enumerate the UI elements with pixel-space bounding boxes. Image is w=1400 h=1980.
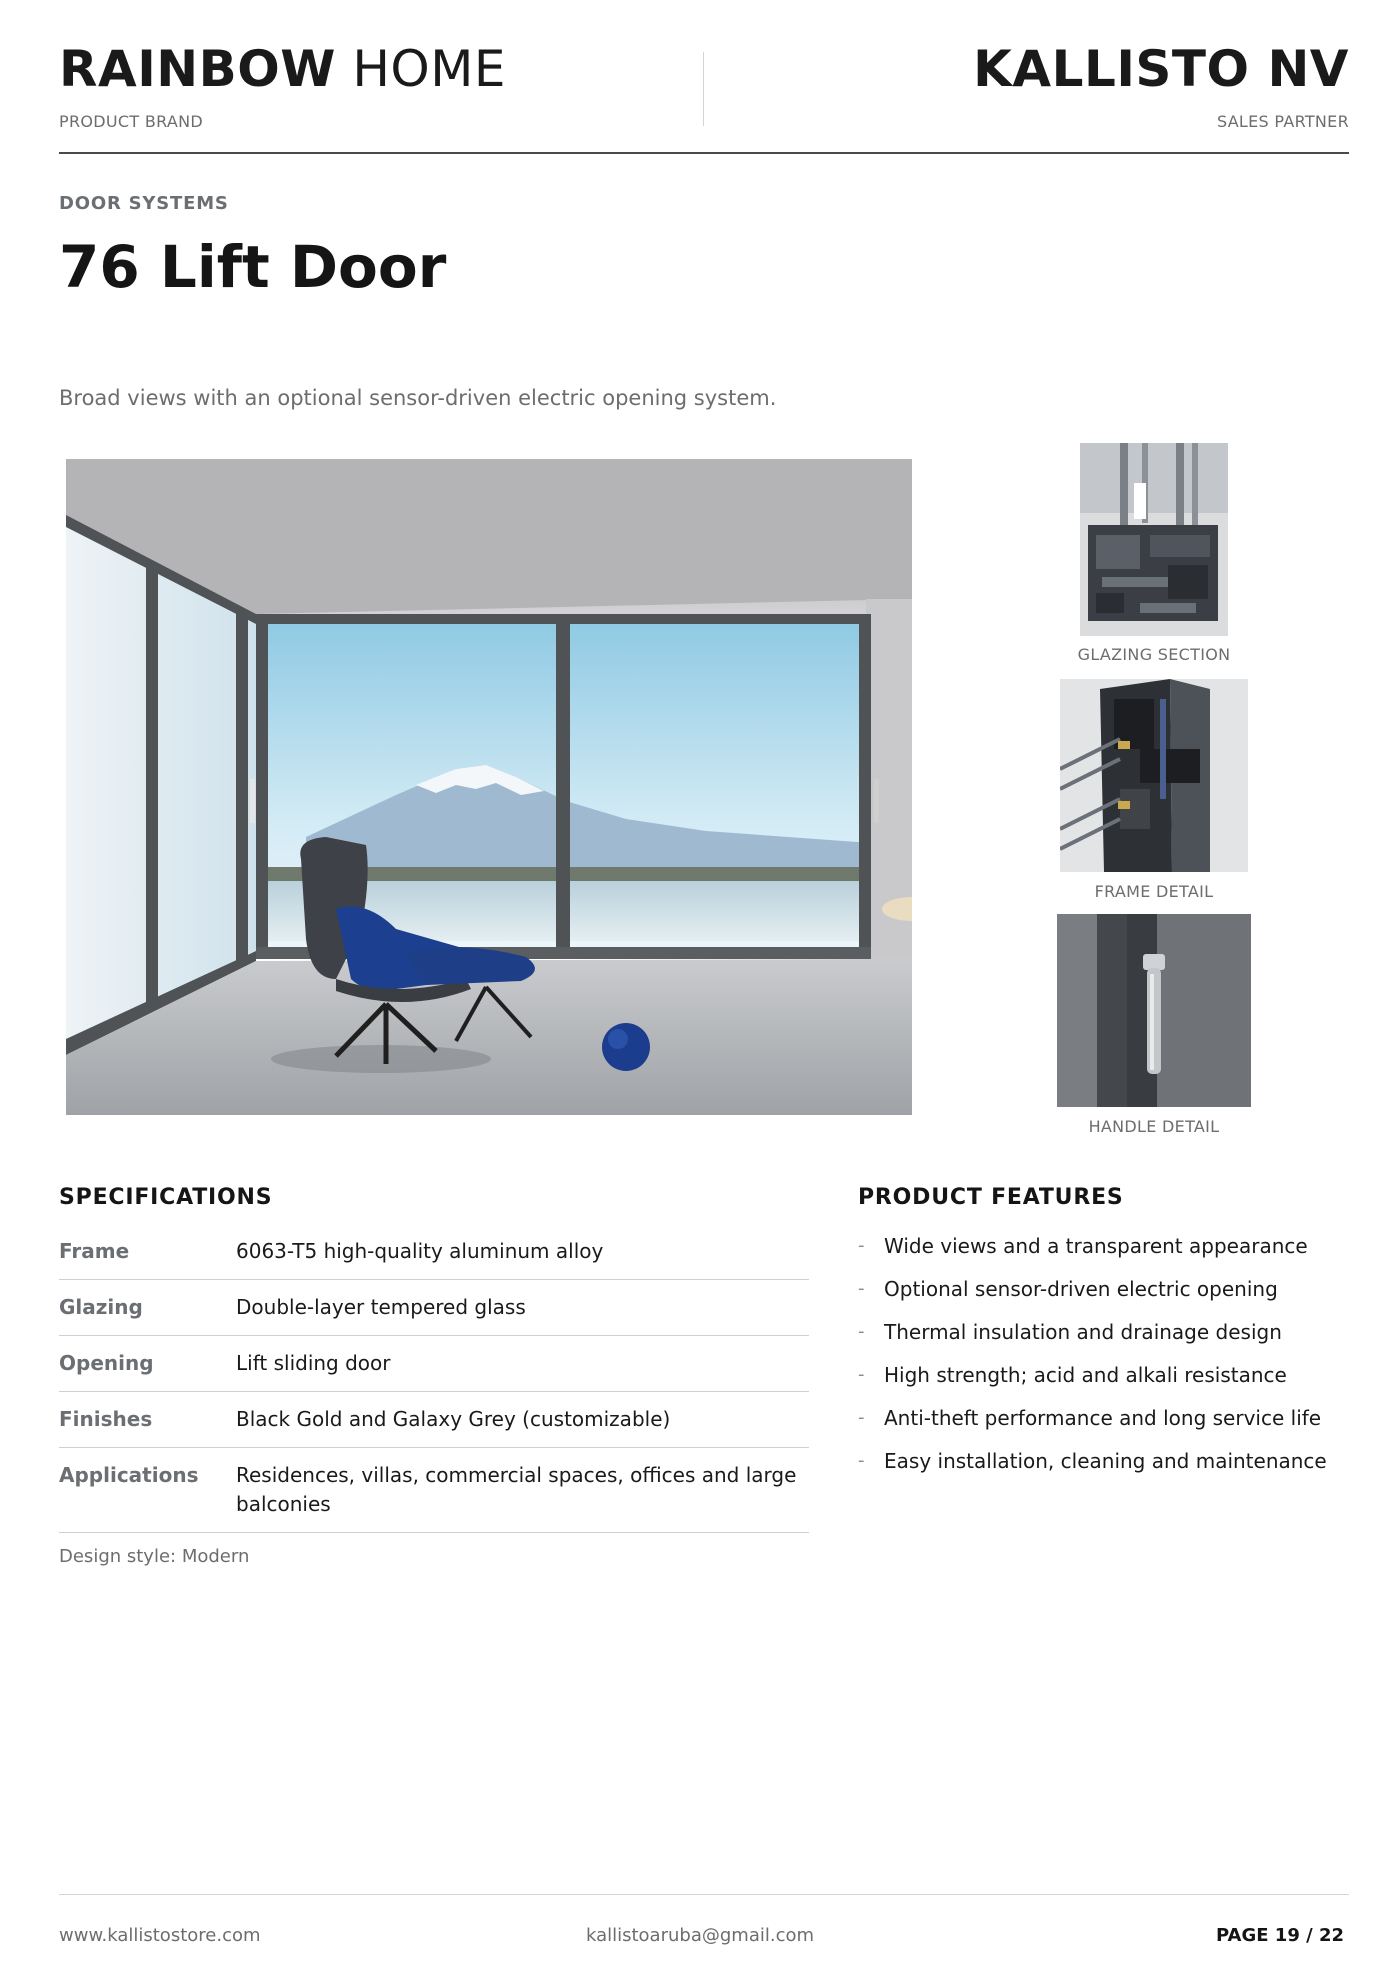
- feature-text: Easy installation, cleaning and maintenance: [884, 1449, 1327, 1473]
- glazing-section-image: [1080, 443, 1228, 636]
- hero-image: [66, 459, 912, 1115]
- dash-bullet-icon: -: [858, 1450, 865, 1471]
- partner-caption: SALES PARTNER: [1216, 112, 1349, 131]
- features-heading: PRODUCT FEATURES: [858, 1185, 1124, 1210]
- feature-item: [858, 1275, 1358, 1318]
- website-link[interactable]: www.kallistostore.com: [59, 1925, 261, 1946]
- frame-detail-image: [1060, 679, 1248, 872]
- frame-detail-illustration: [1060, 679, 1248, 872]
- glazing-section-illustration: [1080, 443, 1228, 636]
- hero-room-illustration: [66, 459, 912, 1115]
- thumbnail-caption: FRAME DETAIL: [1094, 882, 1214, 901]
- feature-item: [858, 1232, 1358, 1275]
- feature-item: [858, 1447, 1358, 1490]
- brand-name-light: HOME: [352, 40, 507, 98]
- specifications-table: [59, 1227, 809, 1533]
- feature-item: [858, 1318, 1358, 1361]
- thumbnail-caption: HANDLE DETAIL: [1088, 1117, 1220, 1136]
- document-header: [59, 38, 1349, 154]
- spec-value: Black Gold and Galaxy Grey (customizable): [236, 1407, 671, 1431]
- partner-name: KALLISTO NV: [973, 40, 1349, 98]
- feature-text: High strength; acid and alkali resistance: [884, 1363, 1287, 1387]
- dash-bullet-icon: -: [858, 1321, 865, 1342]
- feature-item: [858, 1361, 1358, 1404]
- spec-label: Glazing: [59, 1295, 143, 1319]
- spec-row: [59, 1336, 809, 1392]
- spec-row: [59, 1392, 809, 1448]
- spec-value: Double-layer tempered glass: [236, 1295, 526, 1319]
- spec-row: [59, 1280, 809, 1336]
- feature-text: Thermal insulation and drainage design: [884, 1320, 1282, 1344]
- spec-label: Finishes: [59, 1407, 153, 1431]
- header-divider: [703, 52, 704, 126]
- handle-detail-image: [1057, 914, 1251, 1107]
- brand-name-bold: RAINBOW: [59, 40, 336, 98]
- dash-bullet-icon: -: [858, 1235, 865, 1256]
- spec-row: [59, 1448, 809, 1533]
- feature-text: Optional sensor-driven electric opening: [884, 1277, 1278, 1301]
- spec-value: Residences, villas, commercial spaces, offices and large balconies: [236, 1463, 797, 1516]
- product-subtitle: Broad views with an optional sensor-driven electric opening system.: [59, 386, 777, 410]
- product-category: DOOR SYSTEMS: [59, 193, 229, 214]
- feature-text: Wide views and a transparent appearance: [884, 1234, 1308, 1258]
- handle-detail-illustration: [1057, 914, 1251, 1107]
- product-brand: [59, 38, 507, 131]
- email-link[interactable]: kallistoaruba@gmail.com: [585, 1925, 815, 1946]
- product-title: 76 Lift Door: [59, 233, 447, 301]
- brand-caption: PRODUCT BRAND: [59, 112, 204, 131]
- thumbnail-caption: GLAZING SECTION: [1077, 645, 1231, 664]
- spec-label: Applications: [59, 1463, 199, 1487]
- dash-bullet-icon: -: [858, 1278, 865, 1299]
- dash-bullet-icon: -: [858, 1407, 865, 1428]
- spec-label: Opening: [59, 1351, 154, 1375]
- features-list: [858, 1232, 1358, 1490]
- spec-row: [59, 1227, 809, 1280]
- design-style-note: Design style: Modern: [59, 1546, 250, 1567]
- feature-item: [858, 1404, 1358, 1447]
- specifications-heading: SPECIFICATIONS: [59, 1185, 273, 1210]
- spec-label: Frame: [59, 1239, 130, 1263]
- sales-partner: [973, 38, 1349, 131]
- page-number: PAGE 19 / 22: [1215, 1925, 1344, 1946]
- dash-bullet-icon: -: [858, 1364, 865, 1385]
- brand-name: [59, 38, 506, 100]
- footer-divider: [59, 1894, 1349, 1895]
- spec-value: 6063-T5 high-quality aluminum alloy: [236, 1239, 604, 1263]
- feature-text: Anti-theft performance and long service life: [884, 1406, 1322, 1430]
- spec-value: Lift sliding door: [236, 1351, 391, 1375]
